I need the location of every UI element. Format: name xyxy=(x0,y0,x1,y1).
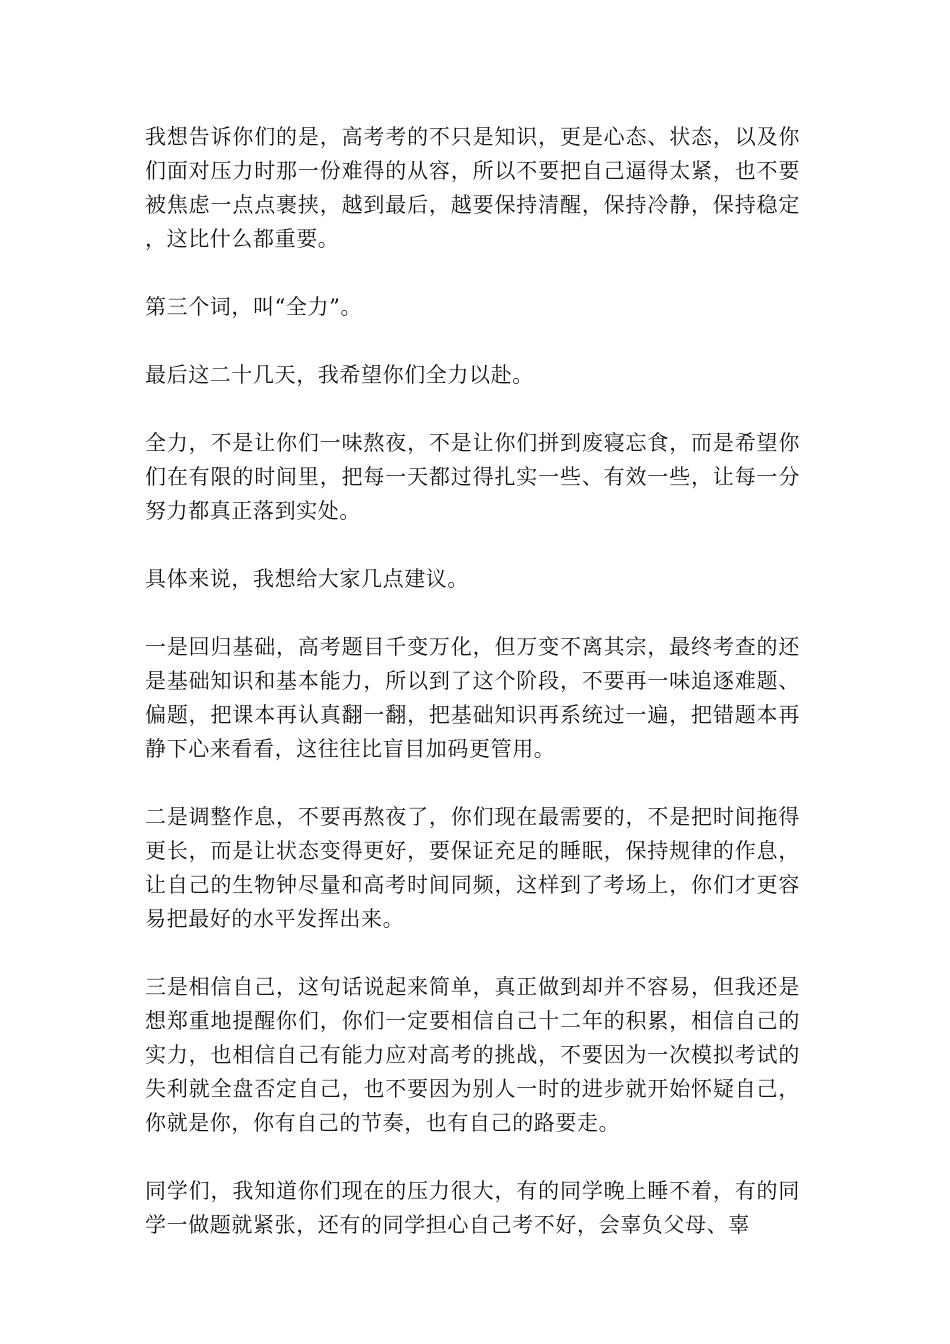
paragraph-5: 具体来说，我想给大家几点建议。 xyxy=(145,567,469,591)
paragraph-2: 第三个词，叫“全力”。 xyxy=(145,295,363,319)
paragraph-6: 一是回归基础，高考题目千变万化，但万变不离其宗，最终考查的还是基础知识和基本能力，所以到了这个阶段，不要再一味追逐难题、偏题，把课本再认真翻一翻，把基础知识再系统过一遍，把错题本再静下心来看看，这往往比盲目加码更管用。 xyxy=(145,635,800,761)
paragraph-1: 我想告诉你们的是，高考考的不只是知识，更是心态、状态，以及你们面对压力时那一份难得的从容，所以不要把自己逼得太紧，也不要被焦虑一点点裹挟，越到最后，越要保持清醒，保持冷静，保持稳定，这比什么都重要。 xyxy=(145,125,800,251)
paragraph-7: 二是调整作息，不要再熬夜了，你们现在最需要的，不是把时间拖得更长，而是让状态变得更好，要保证充足的睡眠，保持规律的作息，让自己的生物钟尽量和高考时间同频，这样到了考场上，你们才更容易把最好的水平发挥出来。 xyxy=(145,805,800,931)
paragraph-3: 最后这二十几天，我希望你们全力以赴。 xyxy=(145,363,534,387)
paragraph-9: 同学们，我知道你们现在的压力很大，有的同学晚上睡不着，有的同学一做题就紧张，还有的同学担心自己考不好，会辜负父母、辜 xyxy=(145,1179,800,1237)
paragraph-4: 全力，不是让你们一味熬夜，不是让你们拼到废寝忘食，而是希望你们在有限的时间里，把每一天都过得扎实一些、有效一些，让每一分努力都真正落到实处。 xyxy=(145,431,800,523)
document-body xyxy=(145,120,800,1276)
paragraph-8: 三是相信自己，这句话说起来简单，真正做到却并不容易，但我还是想郑重地提醒你们，你们一定要相信自己十二年的积累，相信自己的实力，也相信自己有能力应对高考的挑战，不要因为一次模拟考试的失利就全盘否定自己，也不要因为别人一时的进步就开始怀疑自己，你就是你，你有自己的节奏，也有自己的路要走。 xyxy=(145,975,800,1135)
